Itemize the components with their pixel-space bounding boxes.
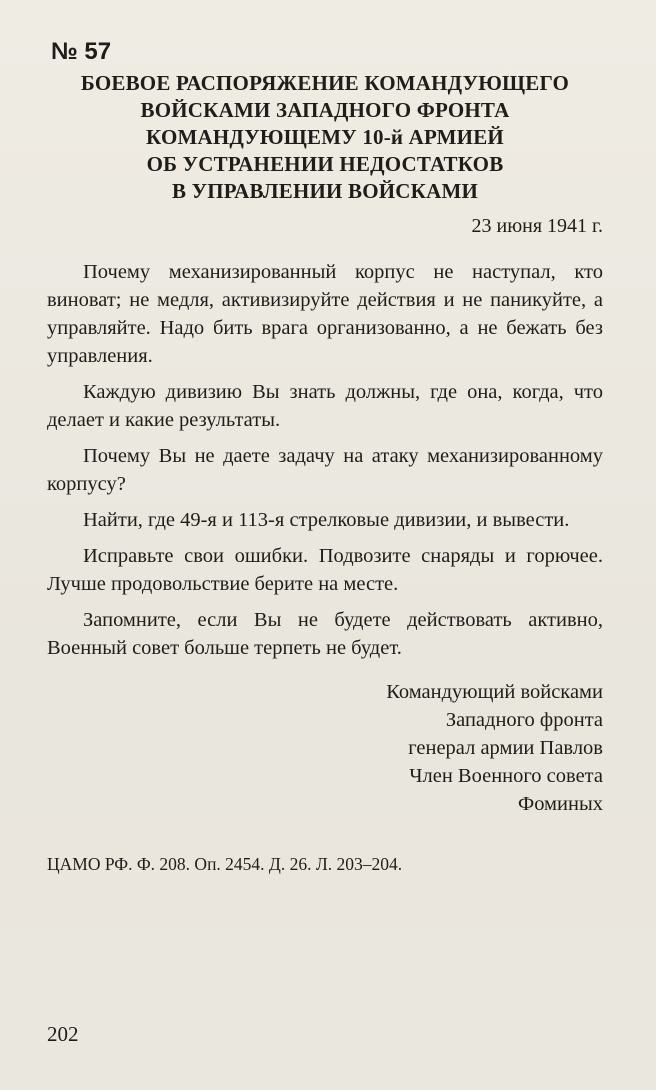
signature-line: Фоминых	[518, 793, 603, 815]
document-title	[47, 70, 603, 205]
paragraph: Почему Вы не даете задачу на атаку механизированному корпусу?	[47, 445, 603, 495]
signature-line: генерал армии Павлов	[408, 737, 603, 759]
page-number: 202	[47, 1022, 79, 1046]
title-line: ВОЙСКАМИ ЗАПАДНОГО ФРОНТА	[140, 98, 510, 122]
document-date: 23 июня 1941 г.	[471, 215, 603, 237]
signature-line: Западного фронта	[445, 709, 603, 731]
paragraph: Найти, где 49-я и 113-я стрелковые дивизии, и вывести.	[83, 509, 570, 531]
archive-source: ЦАМО РФ. Ф. 208. Оп. 2454. Д. 26. Л. 203–204.	[47, 854, 403, 874]
paragraph: Почему механизированный корпус не наступал, кто виноват; не медля, активизируйте действия и не паникуйте, а управляйте. Надо бить врага организованно, а не бежать без управления.	[47, 261, 603, 367]
title-line: БОЕВОЕ РАСПОРЯЖЕНИЕ КОМАНДУЮЩЕГО	[80, 71, 570, 95]
signature-line: Командующий войсками	[386, 681, 603, 703]
document-number: № 57	[51, 38, 112, 65]
title-line: ОБ УСТРАНЕНИИ НЕДОСТАТКОВ	[146, 152, 504, 176]
title-line: КОМАНДУЮЩЕМУ 10-й АРМИЕЙ	[146, 125, 504, 149]
document-body	[47, 30, 603, 875]
signature-line: Член Военного совета	[409, 765, 603, 787]
paragraph: Каждую дивизию Вы знать должны, где она, когда, что делает и какие результаты.	[47, 381, 603, 431]
signature-block	[47, 678, 603, 818]
title-line: В УПРАВЛЕНИИ ВОЙСКАМИ	[171, 179, 478, 203]
paragraph: Исправьте свои ошибки. Подвозите снаряды и горючее. Лучше продовольствие берите на месте.	[47, 545, 603, 595]
paragraph: Запомните, если Вы не будете действовать активно, Военный совет больше терпеть не будет.	[47, 609, 603, 659]
